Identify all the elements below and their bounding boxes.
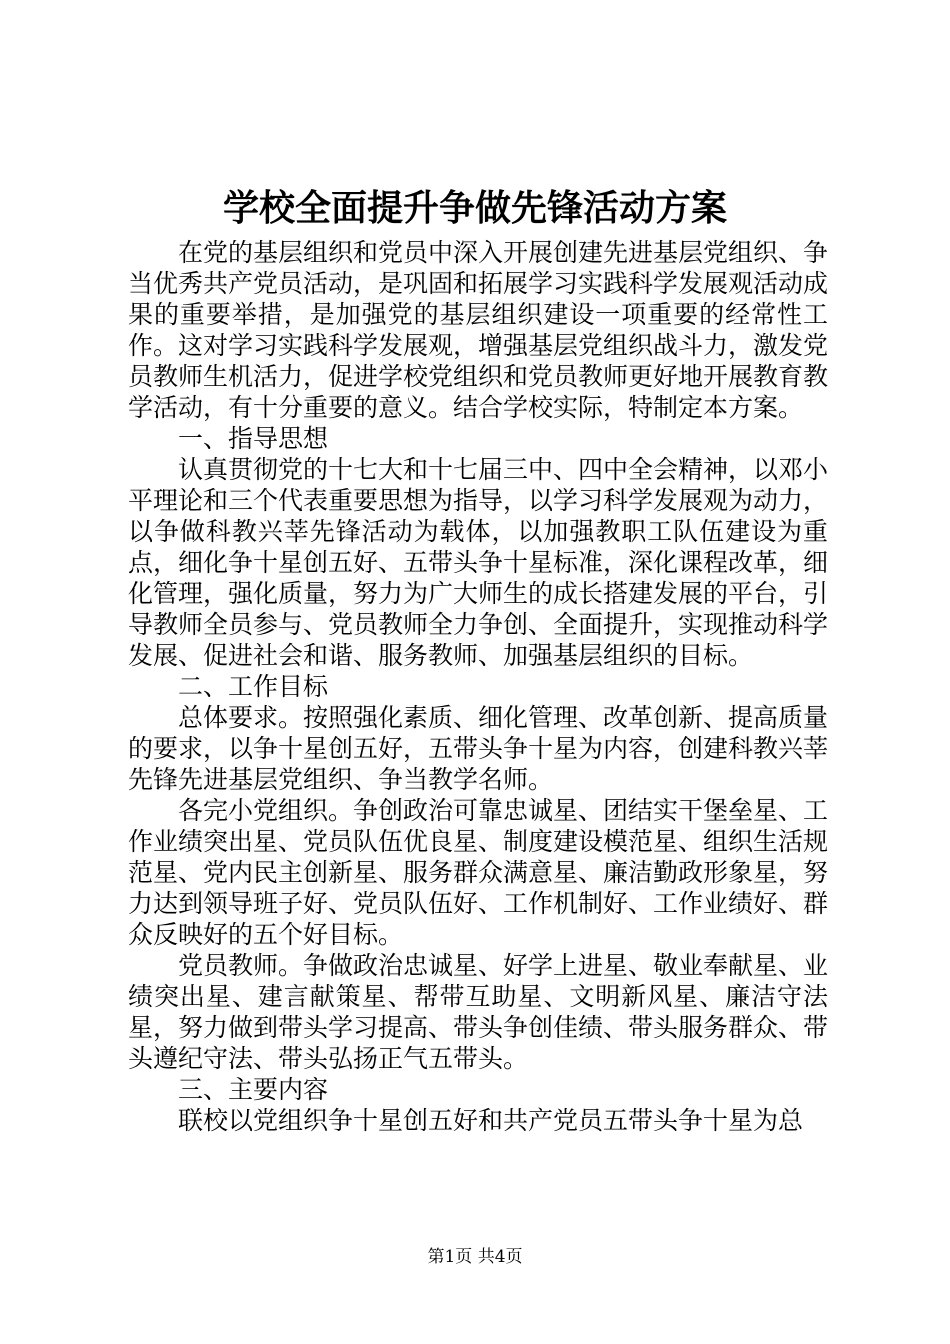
main-content-paragraph: 联校以党组织争十星创五好和共产党员五带头争十星为总 bbox=[178, 1106, 804, 1135]
section-heading-guiding-ideology: 一、指导思想 bbox=[178, 424, 329, 453]
page-footer: 第1页 共4页 bbox=[427, 1247, 523, 1267]
section-heading-work-goals: 二、工作目标 bbox=[178, 672, 329, 701]
section-heading-main-content: 三、主要内容 bbox=[178, 1075, 329, 1104]
party-member-teachers-paragraph: 党员教师。争做政治忠诚星、好学上进星、敬业奉献星、业绩突出星、建言献策星、帮带互助星、文明新风星、廉洁守法星，努力做到带头学习提高、带头争创佳绩、带头服务群众、带头遵纪守法、带头弘扬正气五带头。 bbox=[128, 951, 829, 1073]
intro-paragraph: 在党的基层组织和党员中深入开展创建先进基层党组织、争当优秀共产党员活动，是巩固和拓展学习实践科学发展观活动成果的重要举措，是加强党的基层组织建设一项重要的经常性工作。这对学习实践科学发展观，增强基层党组织战斗力，激发党员教师生机活力，促进学校党组织和党员教师更好地开展教育教学活动，有十分重要的意义。结合学校实际，特制定本方案。 bbox=[128, 238, 829, 422]
overall-requirements-paragraph: 总体要求。按照强化素质、细化管理、改革创新、提高质量的要求，以争十星创五好，五带头争十星为内容，创建科教兴莘先锋先进基层党组织、争当教学名师。 bbox=[128, 703, 829, 794]
guiding-ideology-paragraph: 认真贯彻党的十七大和十七届三中、四中全会精神，以邓小平理论和三个代表重要思想为指导，以学习科学发展观为动力，以争做科教兴莘先锋活动为载体，以加强教职工队伍建设为重点，细化争十星创五好、五带头争十星标准，深化课程改革，细化管理，强化质量，努力为广大师生的成长搭建发展的平台，引导教师全员参与、党员教师全力争创、全面提升，实现推动科学发展、促进社会和谐、服务教师、加强基层组织的目标。 bbox=[128, 455, 829, 670]
document-body bbox=[128, 237, 828, 1136]
school-party-orgs-paragraph: 各完小党组织。争创政治可靠忠诚星、团结实干堡垒星、工作业绩突出星、党员队伍优良星、制度建设模范星、组织生活规范星、党内民主创新星、服务群众满意星、廉洁勤政形象星，努力达到领导班子好、党员队伍好、工作机制好、工作业绩好、群众反映好的五个好目标。 bbox=[128, 796, 829, 949]
document-title: 学校全面提升争做先锋活动方案 bbox=[222, 187, 727, 229]
